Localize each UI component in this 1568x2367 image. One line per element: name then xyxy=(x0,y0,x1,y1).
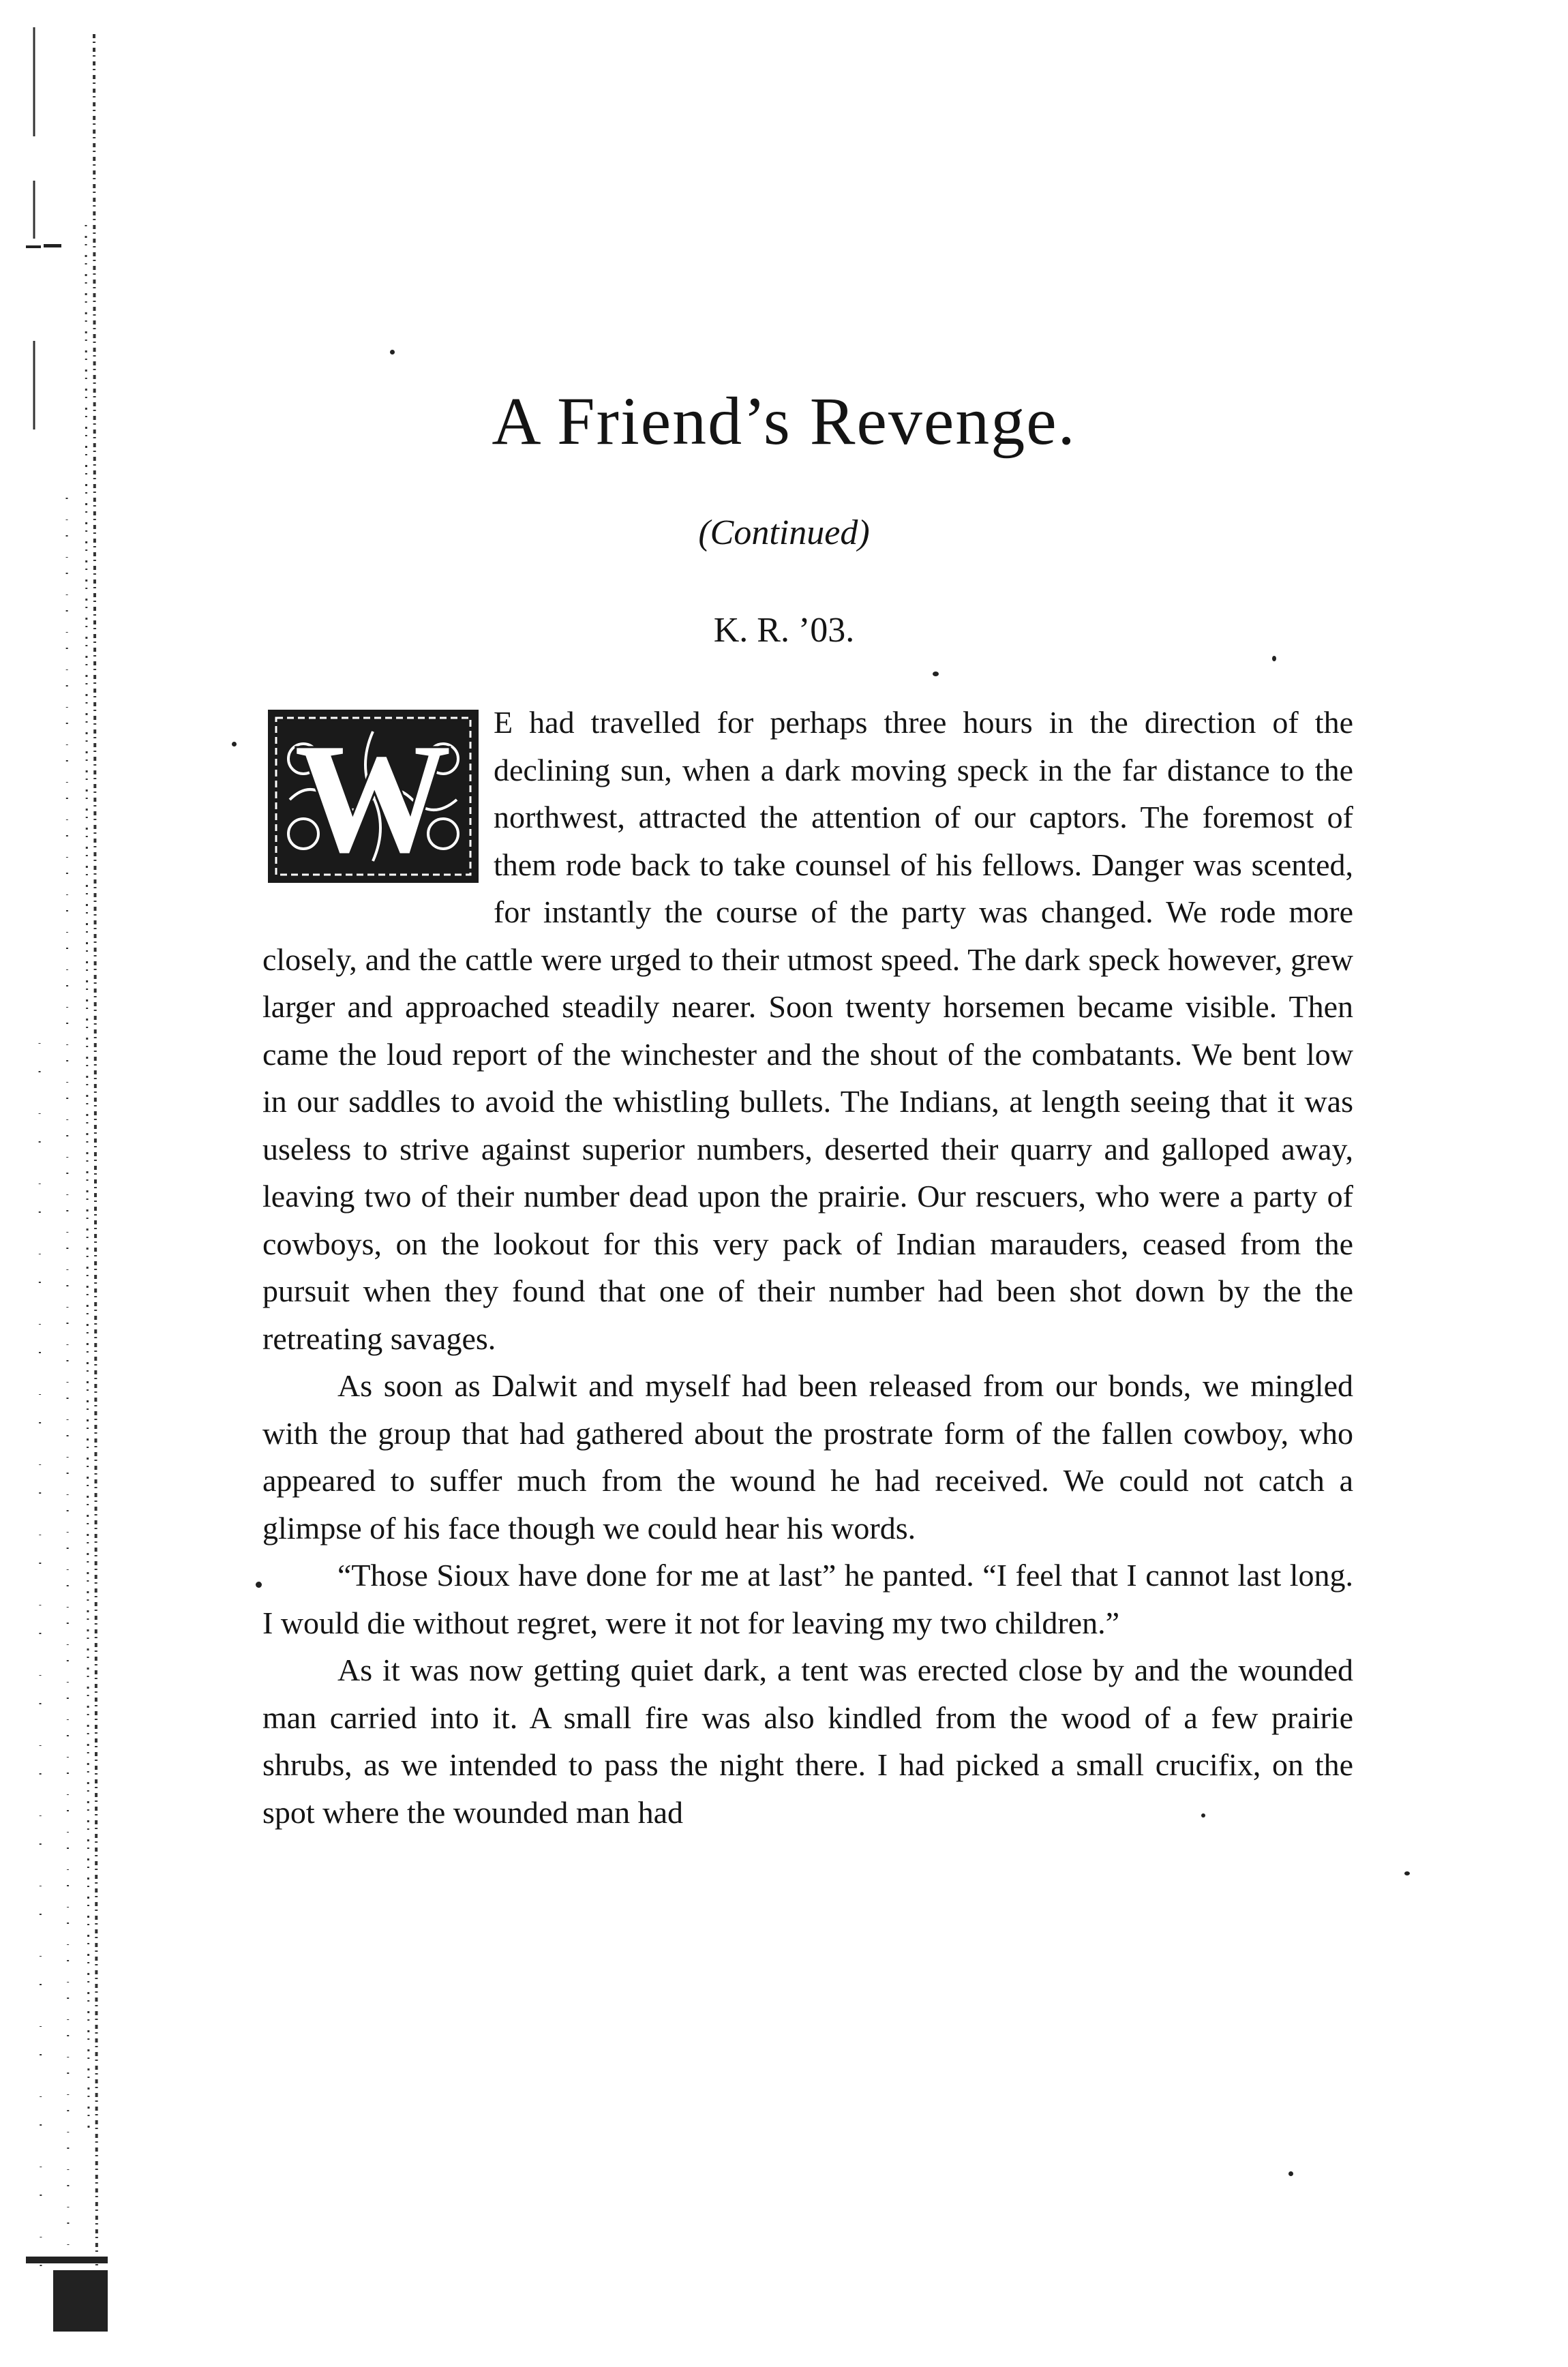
scan-speck xyxy=(1201,1813,1205,1818)
scan-speck xyxy=(1404,1871,1410,1875)
scan-speck xyxy=(232,742,237,747)
ornamental-drop-cap-w xyxy=(262,704,484,888)
paragraph-4: As it was now getting quiet dark, a tent was erected close by and the wounded man carried into it. A small fire was also kindled from the wood of a few prairie shrubs, as we intended to pass the night there. I had picked a small crucifix, on the spot where the wounded man had xyxy=(262,1653,1353,1830)
scan-speck xyxy=(390,350,395,355)
article-title: A Friend’s Revenge. xyxy=(492,383,1076,459)
paragraph-3: “Those Sioux have done for me at last” he panted. “I feel that I cannot last long. I would die without regret, were it not for leaving my two children.” xyxy=(262,1558,1353,1640)
paragraph-1-text: E had travelled for perhaps three hours in the direction of the declining sun, when a dark moving speck in the far distance to the northwest, attracted the attention of our captors. The foremost of them rode back to take counsel of his fellows. Danger was scented, for instantly the course of the party was changed. We rode more closely, and the cattle were urged to their utmost speed. The dark speck however, grew larger and approached steadily nearer. Soon twenty horsemen became visible. Then came the loud report of the winchester and the shout of the combatants. We bent low in our saddles to avoid the whistling bullets. The Indians, at length seeing that it was useless to strive against superior numbers, deserted their quarry and galloped away, leaving two of their number dead upon the prairie. Our rescuers, who were a party of cowboys, on the lookout for this very pack of Indian marauders, ceased from the pursuit when they found that one of their number had been shot down by the the retreating savages. xyxy=(262,705,1353,1356)
paragraph-1 xyxy=(262,699,1353,1362)
article-body xyxy=(262,699,1353,1836)
paragraph-2: As soon as Dalwit and myself had been released from our bonds, we mingled with the group that had gathered about the prostrate form of the fallen cowboy, who appeared to suffer much from the wound he had received. We could not catch a glimpse of his face though we could hear his words. xyxy=(262,1368,1353,1546)
scan-gutter-artifact xyxy=(26,20,115,2352)
scan-speck xyxy=(1272,656,1276,661)
svg-text:W: W xyxy=(295,711,451,885)
article-subtitle: (Continued) xyxy=(698,513,870,552)
scan-speck xyxy=(1288,2171,1293,2176)
scan-speck xyxy=(933,672,939,676)
article-author: K. R. ’03. xyxy=(713,611,855,650)
scan-speck xyxy=(256,1582,262,1588)
